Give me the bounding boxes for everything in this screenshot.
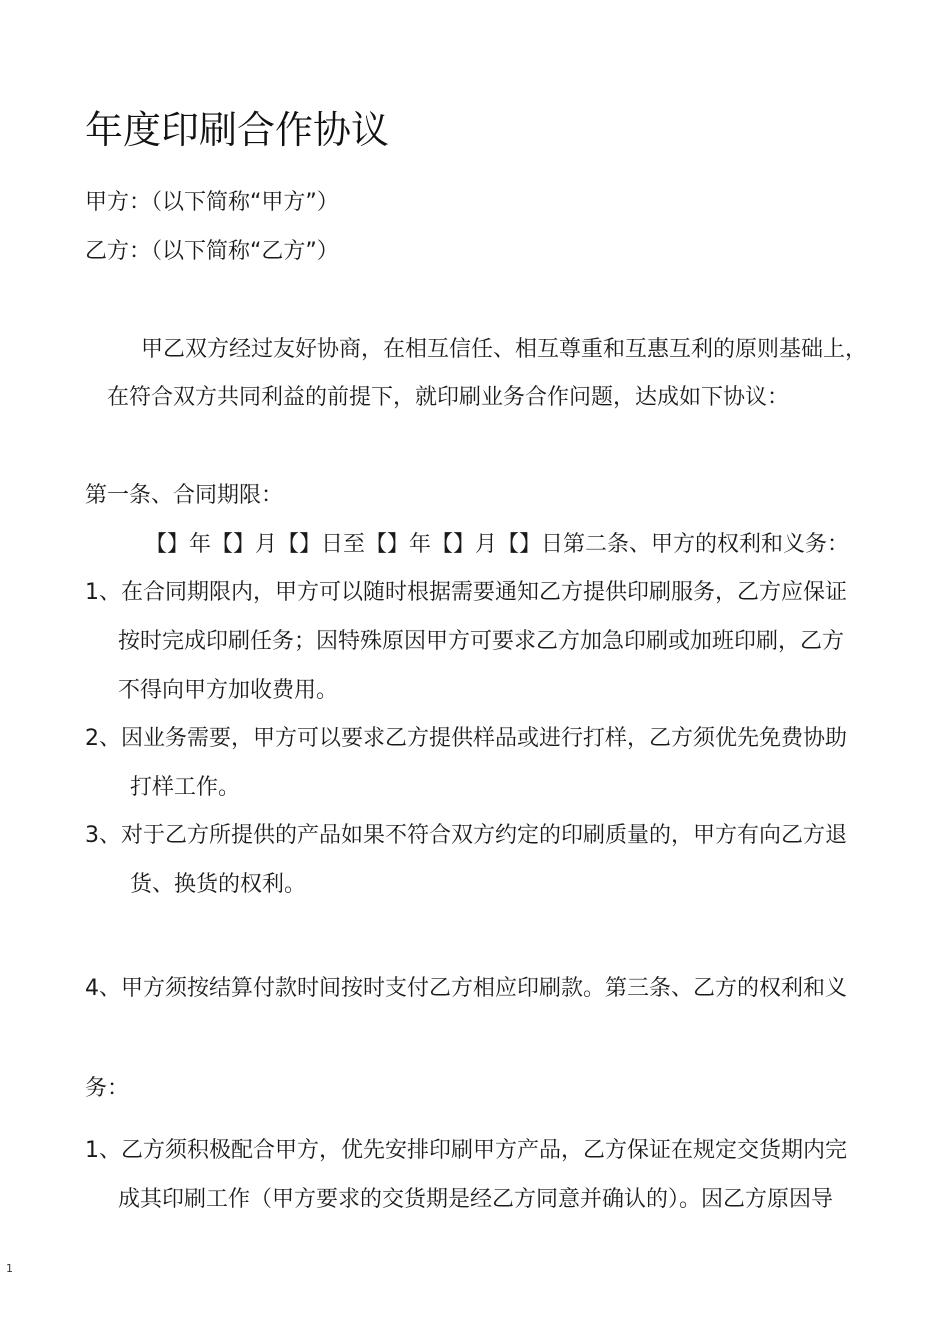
article-3-heading-continuation: 务：	[85, 1076, 130, 1101]
party-b-item-1-line-2: 成其印刷工作（甲方要求的交货期是经乙方同意并确认的）。因乙方原因导	[118, 1187, 834, 1212]
party-a-item-1-line-1: 1、在合同期限内，甲方可以随时根据需要通知乙方提供印刷服务，乙方应保证	[85, 580, 847, 605]
intro-paragraph-line-1: 甲乙双方经过友好协商，在相互信任、相互尊重和互惠互利的原则基础上，	[141, 337, 868, 362]
party-a-item-1-line-3: 不得向甲方加收费用。	[118, 678, 339, 703]
party-a-item-2-line-2: 打样工作。	[130, 775, 241, 800]
page-number: 1	[6, 1262, 13, 1275]
party-a-item-3-line-2: 货、换货的权利。	[130, 872, 307, 897]
party-a-item-1-line-2: 按时完成印刷任务；因特殊原因甲方可要求乙方加急印刷或加班印刷，乙方	[118, 629, 845, 654]
party-a-item-4: 4、甲方须按结算付款时间按时支付乙方相应印刷款。第三条、乙方的权利和义	[85, 976, 847, 1001]
intro-paragraph-line-2: 在符合双方共同利益的前提下，就印刷业务合作问题，达成如下协议：	[107, 385, 790, 410]
party-a-item-2-line-1: 2、因业务需要，甲方可以要求乙方提供样品或进行打样，乙方须优先免费协助	[85, 726, 847, 751]
article-1-heading: 第一条、合同期限：	[85, 483, 284, 508]
party-a-line: 甲方：（以下简称“甲方”）	[85, 190, 339, 215]
article-1-term: 【】年【】月【】日至【】年【】月【】日第二条、甲方的权利和义务：	[145, 532, 850, 557]
party-a-item-3-line-1: 3、对于乙方所提供的产品如果不符合双方约定的印刷质量的，甲方有向乙方退	[85, 823, 847, 848]
party-b-item-1-line-1: 1、乙方须积极配合甲方，优先安排印刷甲方产品，乙方保证在规定交货期内完	[85, 1138, 847, 1163]
document-title: 年度印刷合作协议	[85, 108, 390, 152]
party-b-line: 乙方：（以下简称“乙方”）	[85, 239, 339, 264]
